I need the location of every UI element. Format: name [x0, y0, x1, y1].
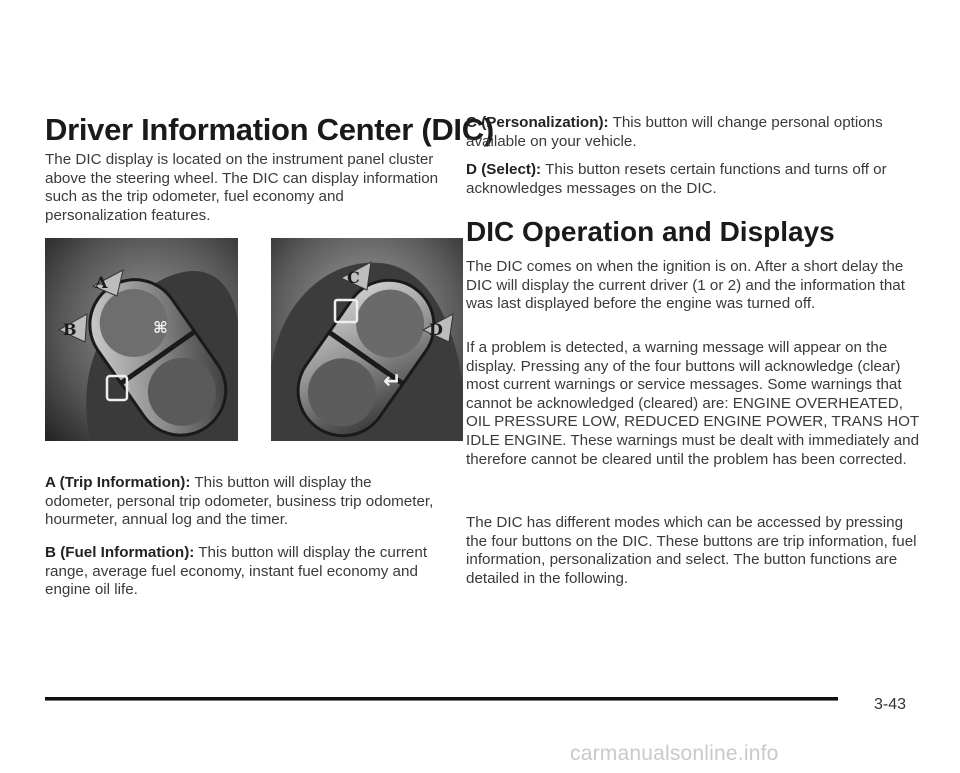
callout-letter: A: [95, 273, 108, 292]
button-c-text: This button will change personal options available on your vehicle.: [466, 114, 883, 150]
footer-rule: [45, 697, 838, 700]
operation-paragraph: If a problem is detected, a warning message will appear on the display. Pressing any of the four buttons will acknowledge (clear) most current warnings or service messages. Some warnings that cannot be acknowledged (cleared) are: ENGINE OVERHEATED, OIL PRESSURE LOW, REDUCED ENGINE POWER, TRANS HOT IDLE ENGINE. These warnings must be dealt with immediately and therefore cannot be cleared until the problem has been corrected.: [466, 339, 920, 468]
select-return-icon: ↵: [383, 369, 402, 394]
button-b-text: This button will display the current range, average fuel economy, instant fuel economy and engine oil life.: [45, 544, 428, 599]
button-b-description: [45, 544, 440, 600]
section-title: DIC Operation and Displays: [466, 216, 835, 247]
dic-buttons-photo-left: [45, 238, 238, 441]
dic-buttons-photo-right: [271, 238, 463, 441]
page-title: Driver Information Center (DIC): [45, 112, 494, 147]
button-d-description: [466, 161, 906, 198]
button-c-label: C (Personalization):: [466, 114, 609, 131]
trip-icon: ⌘: [153, 318, 168, 337]
operation-paragraph: The DIC comes on when the ignition is on. After a short delay the DIC will display the current driver (1 or 2) and the information that was last displayed before the engine was turned off.: [466, 258, 905, 313]
button-c-description: [466, 114, 916, 151]
callout-letter: B: [63, 320, 77, 339]
callout-letter: C: [347, 268, 360, 287]
button-a-label: A (Trip Information):: [45, 474, 191, 491]
button-a-text: This button will display the odometer, personal trip odometer, business trip odometer, hourmeter, annual log and the timer.: [45, 474, 434, 529]
button-d-label: D (Select):: [466, 161, 542, 178]
operation-paragraph: The DIC has different modes which can be accessed by pressing the four buttons on the DIC. These buttons are trip information, fuel information, personalization and select. The button functions are detailed in the following.: [466, 514, 917, 587]
callout-letter: D: [429, 320, 443, 339]
watermark: carmanualsonline.info: [570, 742, 779, 765]
button-a-description: [45, 474, 440, 530]
page-number: 3-43: [874, 696, 907, 713]
button-b-label: B (Fuel Information):: [45, 544, 195, 561]
button-d-text: This button resets certain functions and turns off or acknowledges messages on the DIC.: [466, 161, 887, 197]
intro-paragraph: The DIC display is located on the instrument panel cluster above the steering wheel. The DIC can display information such as the trip odometer, fuel economy and personalization features.: [45, 151, 439, 224]
